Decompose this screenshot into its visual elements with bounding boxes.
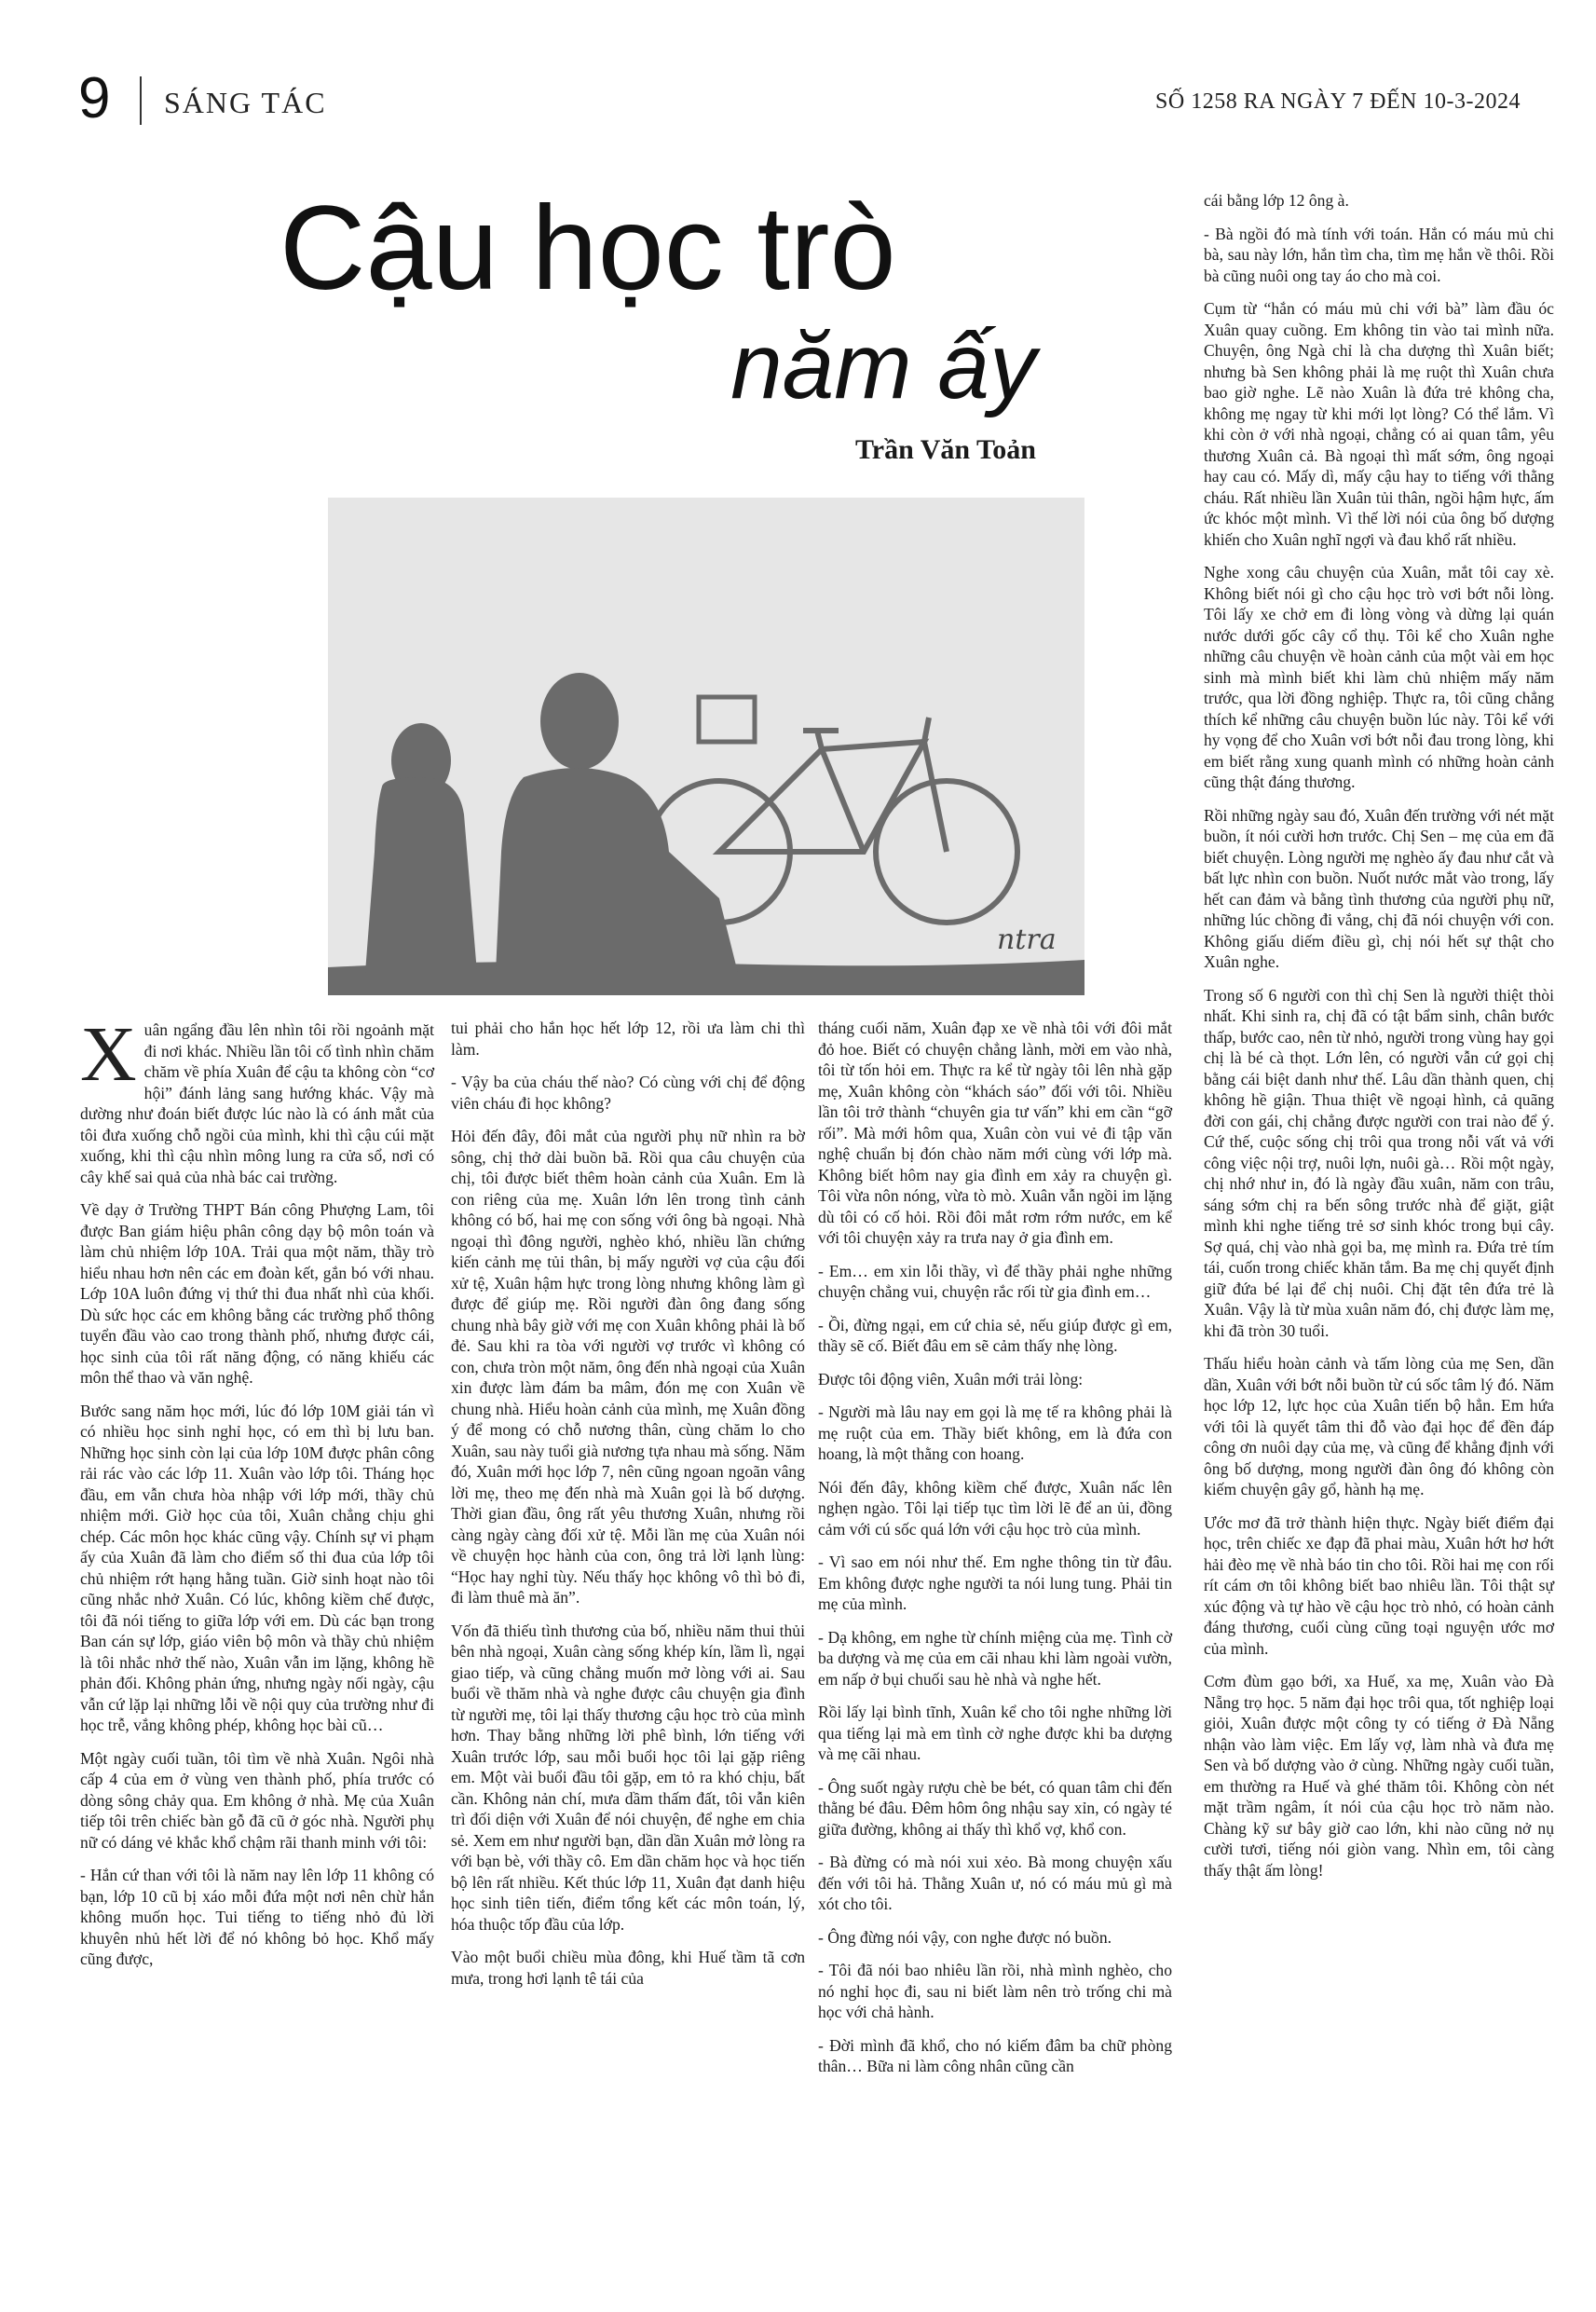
paragraph: - Người mà lâu nay em gọi là mẹ tế ra không phải là mẹ ruột của em. Thầy biết không, em là đứa con hoang, là một thằng con hoang. [818,1402,1172,1463]
illustration [328,498,1084,995]
header-divider [140,76,142,125]
drop-cap: X [80,1011,137,1098]
illustration-signature: ntra [997,923,1057,956]
paragraph: - Ông suốt ngày rượu chè be bét, có quan tâm chi đến thằng bé đâu. Đêm hôm ông nhậu say xỉn, có ngày té giữa đường, không ai thấy thì khổ vợ, khổ con. [818,1777,1172,1839]
paragraph: - Vì sao em nói như thế. Em nghe thông tin từ đâu. Em không được nghe người ta nói lung tung. Phải tin mẹ của mình. [818,1553,1172,1613]
paragraph: Hỏi đến đây, đôi mắt của người phụ nữ nhìn ra bờ sông, chị thở dài buồn bã. Rồi qua câu chuyện của chị, tôi được biết thêm hoàn cảnh của Xuân. Em là con riêng của mẹ. Xuân lớn lên trong tình cảnh không có bố, hai mẹ con sống với ông bà ngoại. Nhà ngoại thì đông người, nghèo khó, nhiều lần chứng kiến cảnh mẹ tủi thân, bị mấy người vợ của cậu đối xử tệ, Xuân hậm hực trong lòng nhưng không làm gì được để giúp mẹ. Rồi người đàn ông đang sống chung nhà bây giờ với mẹ con Xuân không phải là bố đẻ. Sau khi ra tòa với người vợ trước vì không có con, chưa tròn một năm, ông đến nhà ngoại của Xuân xin được làm đám ba mâm, đón mẹ con Xuân về chung nhà. Hiểu hoàn cảnh của mình, mẹ Xuân đồng ý để mong có chỗ nương thân, cùng chăm lo cho Xuân, sau này tuổi già nương tựa nhau mà sống. Năm đó, Xuân mới học lớp 7, nên cũng ngoan ngoãn vâng lời mẹ, theo mẹ đến nhà mà Xuân gọi là bố dượng. Thời gian đầu, ông rất yêu thương Xuân, nhưng rồi càng ngày càng đối xử tệ. Mỗi lần mẹ của Xuân nói về chuyện học hành của con, ông trả lời lạnh lùng: “Học hay nghỉ tùy. Nếu thấy học không vô thì bỏ đi, đi làm thuê mà ăn”. [451,1127,805,1607]
paragraph: - Dạ không, em nghe từ chính miệng của mẹ. Tình cờ ba dượng và mẹ của em cãi nhau khi làm ngoài vườn, em nấp ở bụi chuối sau hè nhà và nghe hết. [818,1627,1172,1689]
article-column-1 [80,1011,434,1982]
paragraph: Trong số 6 người con thì chị Sen là người thiệt thòi nhất. Khi sinh ra, chị đã có tật bẩm sinh, chân bước thấp, bước cao, nên từ nhỏ, người trong vùng hay gọi chị là bé cà thọt. Lớn lên, có người vẫn cứ gọi chị bằng cái biệt danh như thế. Lâu dần thành quen, chị không hề giận. Thua thiệt về ngoại hình, cả quãng đời con gái, chị chẳng được người con trai nào để ý. Cứ thế, cuộc sống chị trôi qua trong nỗi vất vả với công việc nội trợ, nuôi lợn, nuôi gà… Rồi một ngày, chị nhớ như in, đó là ngày đầu xuân, năm con trâu, sáng sớm chị ra bến sông trước nhà để giặt, giật mình khi nghe tiếng trẻ sơ sinh khóc trong bụi cây. Sợ quá, chị vào nhà gọi ba, mẹ mình ra. Đứa trẻ tím tái, cuốn trong chiếc khăn tắm. Ba mẹ chị quyết định giữ đứa bé lại để chị nuôi. Chị đặt tên đứa trẻ là Xuân. Vậy là từ mùa xuân năm đó, chị được làm mẹ, khi đã tròn 30 tuổi. [1204,985,1554,1340]
paragraph: Vốn đã thiếu tình thương của bố, nhiều năm thui thủi bên nhà ngoại, Xuân càng sống khép kín, lầm lì, ngại giao tiếp, và cũng chẳng muốn mở lòng với ai. Sau buổi về thăm nhà và nghe được câu chuyện gia đình từ người mẹ, tôi lại thấy thương cậu học trò của mình hơn. Thay bằng những lời phê bình, lớn tiếng với Xuân trước lớp, sau mỗi buổi học tôi lại gặp riêng em. Một vài buổi đầu tôi gặp, em tỏ ra khó chịu, bất cần. Không nản chí, mưa dầm thấm đất, tôi vẫn kiên trì đối diện với Xuân để nói chuyện, để nghe em chia sẻ. Xem em như người bạn, dần dần Xuân mở lòng ra với bạn bè, với thầy cô. Em dần chăm học và học tiến bộ lên rất nhiều. Kết thúc lớp 11, Xuân đạt danh hiệu học sinh tiên tiến, điểm tổng kết các môn toán, lý, hóa thuộc tốp đầu của lớp. [451,1621,805,1934]
paragraph: tui phải cho hắn học hết lớp 12, rồi ưa làm chi thì làm. [451,1019,805,1059]
paragraph: Vào một buổi chiều mùa đông, khi Huế tầm tã cơn mưa, trong hơi lạnh tê tái của [451,1948,805,1988]
paragraph: Nghe xong câu chuyện của Xuân, mắt tôi cay xè. Không biết nói gì cho cậu học trò vơi bớt nỗi lòng. Tôi lấy xe chở em đi lòng vòng và dừng lại quán nước dưới gốc cây cổ thụ. Tôi kể cho Xuân nghe những câu chuyện về hoàn cảnh của một vài em học sinh mà mình biết khi làm chủ nhiệm mấy năm trước, qua lời đồng nghiệp. Thực ra, tôi cũng chẳng thích kể những câu chuyện buồn lúc này. Tôi kể với hy vọng để cho Xuân vơi bớt nỗi đau trong lòng, khi em biết rằng xung quanh mình có những hoàn cảnh cũng thật đáng thương. [1204,563,1554,791]
article-column-4 [1204,190,1554,1893]
paragraph: - Vậy ba của cháu thế nào? Có cùng với chị để động viên cháu đi học không? [451,1073,805,1113]
paragraph: - Ông đừng nói vậy, con nghe được nó buồn. [818,1927,1112,1947]
paragraph: - Tôi đã nói bao nhiêu lần rồi, nhà mình nghèo, cho nó nghỉ học đi, sau ni biết làm nên trò trống chi mà học với chả hành. [818,1961,1172,2021]
paragraph: - Đời mình đã khổ, cho nó kiếm đâm ba chữ phòng thân… Bữa ni làm công nhân cũng cần [818,2035,1172,2075]
illustration-art [328,498,1084,995]
article-column-3 [818,1018,1172,2089]
paragraph: Thấu hiểu hoàn cảnh và tấm lòng của mẹ Sen, dần dần, Xuân với bớt nỗi buồn từ cú sốc tâm lý đó. Năm học lớp 12, lực học của Xuân tiến bộ hẳn. Em hứa với tôi là quyết tâm thi đỗ vào đại học để đền đáp công ơn nuôi dạy của mẹ, và cũng để khẳng định với ông bố dượng, mong người đàn ông đó không còn kiếm chuyện gây gổ, hành hạ mẹ. [1204,1354,1554,1498]
paragraph: - Bà đừng có mà nói xui xẻo. Bà mong chuyện xấu đến với tôi hả. Thằng Xuân ư, nó có máu mủ gì mà xót cho tôi. [818,1853,1172,1913]
paragraph: tháng cuối năm, Xuân đạp xe về nhà tôi với đôi mắt đỏ hoe. Biết có chuyện chẳng lành, mời em vào nhà, tôi từ tốn hỏi em. Thực ra kể từ ngày tôi lên nhà gặp mẹ, Xuân không còn “khách sáo” đối với tôi. Nhiều lần tôi trở thành “chuyên gia tư vấn” khi em cần “gỡ rối”. Mà mới hôm qua, Xuân còn vui vẻ đi tập văn nghệ chuẩn bị đón chào năm mới cùng với lớp mà. Không biết hôm nay gia đình em xảy ra chuyện gì. Tôi vừa nôn nóng, vừa tò mò. Xuân vẫn ngồi im lặng dù tôi có cố hỏi. Rồi đôi mắt rơm rớm nước, em kể với tôi chuyện xảy ra trưa nay ở gia đình em. [818,1019,1172,1247]
paragraph: - Bà ngồi đó mà tính với toán. Hắn có máu mủ chi bà, sau này lớn, hắn tìm cha, tìm mẹ hắn về thôi. Rồi bà cũng nuôi ong tay áo cho mà coi. [1204,224,1554,285]
paragraph: Cụm từ “hắn có máu mủ chi với bà” làm đầu óc Xuân quay cuồng. Em không tin vào tai mình nữa. Chuyện, ông Ngà chỉ là cha dượng thì Xuân biết; nhưng bà Sen không phải là mẹ ruột thì Xuân chưa bao giờ nghe. Lẽ nào Xuân là đứa trẻ không cha, không mẹ ngay từ khi mới lọt lòng? Có thể lắm. Vì khi còn ở với nhà ngoại, chẳng có ai quan tâm, yêu thương Xuân cả. Bà ngoại thì mất sớm, ông ngoại hay cau có. Mấy dì, mấy cậu hay to tiếng với thằng cháu. Rất nhiều lần Xuân tủi thân, ngồi hậm hực, ấm ức khóc một mình. Vì thế lời nói của ông bố dượng khiến cho Xuân nghĩ ngợi và đau khổ rất nhiều. [1204,299,1554,549]
page-number: 9 [78,66,111,130]
paragraph: Ước mơ đã trở thành hiện thực. Ngày biết điểm đại học, trên chiếc xe đạp đã phai màu, Xuân hớt hơ hớt hải đèo mẹ về nhà báo tin cho tôi. Rồi hai mẹ con rối rít cám ơn tôi không biết bao nhiêu lần. Tôi thật sự xúc động và tự hào về cậu học trò nhỏ, có hoàn cảnh đáng thương, cuối cùng cũng toại nguyện ước mơ của mình. [1204,1512,1554,1658]
paragraph: Bước sang năm học mới, lúc đó lớp 10M giải tán vì có nhiều học sinh nghỉ học, có em thì bị lưu ban. Những học sinh còn lại của lớp 10M được phân công rải rác vào các lớp 11. Xuân vào lớp tôi. Tháng học đầu, em vẫn chưa hòa nhập với lớp mới, thầy chủ nhiệm mới. Giờ học của tôi, Xuân chẳng chịu ghi chép. Các môn học khác cũng vậy. Chính sự vi phạm ấy của Xuân đã làm cho điểm số thi đua của lớp tôi chủ nhiệm rớt hạng hằng tuần. Giờ sinh hoạt nào tôi cũng nhắc nhở Xuân. Có lúc, không kiềm chế được, tôi đã nói tiếng to giữa lớp với em. Dù các bạn trong Ban cán sự lớp, giáo viên bộ môn và thầy chủ nhiệm là tôi nhắc nhở thế nào, Xuân vẫn im lặng, không hề phản đối. Không phản ứng, nhưng ngày nối ngày, cậu vẫn cứ lặp lại những lỗi về nội quy của trường như đi học trễ, vắng không phép, không học bài cũ… [80,1401,434,1734]
page-header [78,63,1521,134]
paragraph: Về dạy ở Trường THPT Bán công Phượng Lam, tôi được Ban giám hiệu phân công dạy bộ môn toán và làm chủ nhiệm lớp 10A. Trải qua một năm, thầy trò hiểu nhau hơn nên các em đoàn kết, gắn bó với nhau. Lớp 10A luôn đứng vị thứ thi đua nhất nhì của khối. Dù sức học các em không bằng các trường phổ thông tuyển đầu vào cao trong thành phố, nhưng được cái, học sinh của tôi rất năng động, có năng khiếu các môn thể thao và văn nghệ. [80,1200,434,1387]
issue-info: SỐ 1258 RA NGÀY 7 ĐẾN 10-3-2024 [1155,89,1521,114]
article-title-line1: Cậu học trò [280,182,896,315]
section-name: SÁNG TÁC [164,86,327,119]
paragraph: cái bằng lớp 12 ông à. [1204,191,1349,210]
paragraph: Rồi lấy lại bình tĩnh, Xuân kể cho tôi nghe những lời qua tiếng lại mà em tình cờ nghe được khi ba dượng và mẹ cãi nhau. [818,1703,1172,1763]
paragraph: Một ngày cuối tuần, tôi tìm về nhà Xuân. Ngôi nhà cấp 4 của em ở vùng ven thành phố, phía trước có dòng sông chảy qua. Em không ở nhà. Mẹ của Xuân tiếp tôi trên chiếc bàn gỗ đã cũ ở góc nhà. Người phụ nữ có dáng vẻ khắc khổ chậm rãi thanh minh với tôi: [80,1748,434,1852]
paragraph: - Em… em xin lỗi thầy, vì để thầy phải nghe những chuyện chẳng vui, chuyện rắc rối từ gia đình em… [818,1261,1172,1301]
paragraph: Được tôi động viên, Xuân mới trải lòng: [818,1369,1084,1389]
lead-paragraph: Xuân ngẩng đầu lên nhìn tôi rồi ngoảnh mặt đi nơi khác. Nhiều lần tôi cố tình nhìn chăm chăm về phía Xuân để cậu ta không còn “cơ hội” đánh lảng sang hướng khác. Vậy mà dường như đoán biết được lúc nào là có ánh mắt của tôi đưa xuống chỗ ngồi của mình, khi thì cậu cúi mặt xuống, khi thì cậu nhìn mông lung ra cửa sổ, nơi có cây khế sai quả của nhà bác cai trường. [80,1011,434,1186]
article-author: Trần Văn Toản [855,434,1036,465]
article-column-2 [451,1018,805,2001]
paragraph: - Ồi, đừng ngại, em cứ chia sẻ, nếu giúp được gì em, thầy sẽ cố. Biết đâu em sẽ cảm thấy nhẹ lòng. [818,1315,1172,1355]
article-title-line2: năm ấy [730,314,1036,418]
paragraph: Rồi những ngày sau đó, Xuân đến trường với nét mặt buồn, ít nói cười hơn trước. Chị Sen – mẹ của em đã biết chuyện. Lòng người mẹ nghèo ấy đau như cắt và bất lực nhìn con buồn. Nuốt nước mắt vào trong, lấy hết can đảm và bằng tình thương của người phụ nữ, những lúc chồng đi vắng, chị đã nói chuyện với con. Không giấu diếm điều gì, chị nói hết sự thật cho Xuân nghe. [1204,805,1554,971]
paragraph: - Hắn cứ than với tôi là năm nay lên lớp 11 không có bạn, lớp 10 cũ bị xáo mỗi đứa một nơi nên chừ hắn không muốn học. Tui tiếng to tiếng nhỏ đủ lời khuyên nhủ hết lời để nó không bỏ học. Khổ mấy cũng được, [80,1866,434,1968]
paragraph: Nói đến đây, không kiềm chế được, Xuân nấc lên nghẹn ngào. Tôi lại tiếp tục tìm lời lẽ để an ủi, đồng cảm với cú sốc quá lớn với cậu học trò của mình. [818,1477,1172,1539]
paragraph: Cơm đùm gạo bới, xa Huế, xa mẹ, Xuân vào Đà Nẵng trọ học. 5 năm đại học trôi qua, tốt nghiệp loại giỏi, Xuân được một công ty có tiếng ở Đà Nẵng nhận vào làm việc. Em lấy vợ, làm nhà và đưa mẹ Sen và bố dượng vào ở cùng. Những ngày cuối tuần, em thường ra Huế và ghé thăm tôi. Không còn nét mặt trầm ngâm, ít nói của cậu học trò năm nào. Chàng kỹ sư bây giờ cao lớn, khi nào cũng nở nụ cười tươi, tiếng nói giòn vang. Nhìn em, tôi càng thấy thật ấm lòng! [1204,1672,1554,1880]
